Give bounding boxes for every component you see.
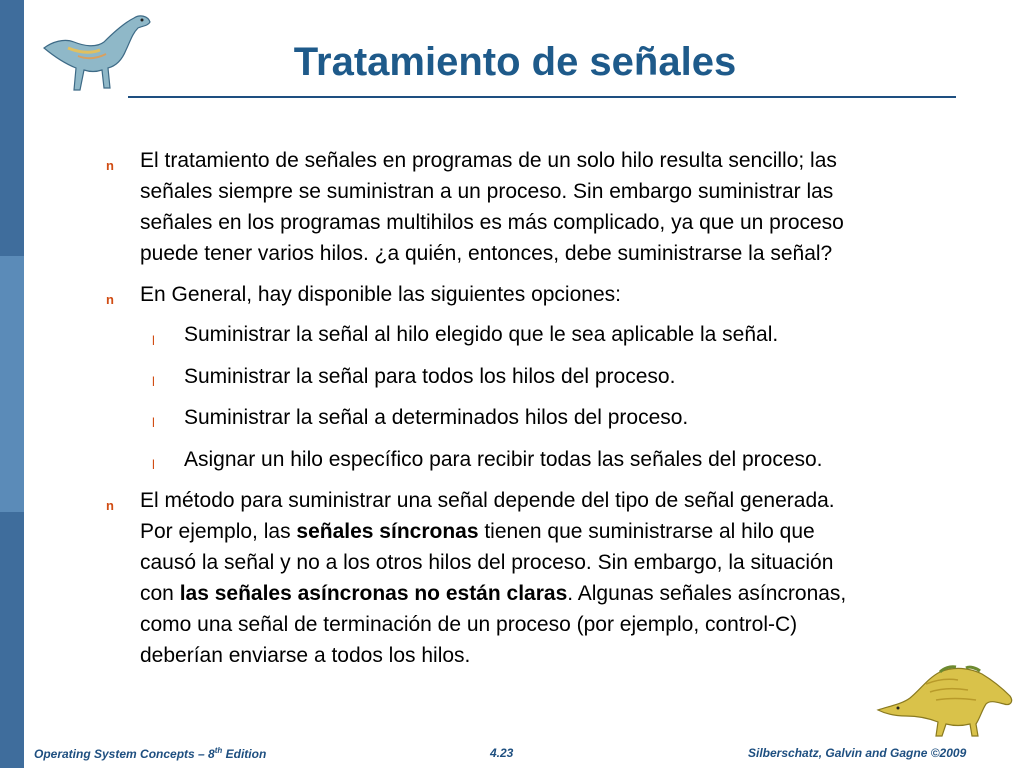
bullet-marker: n [106,158,114,173]
sub-bullet-marker: l [152,374,155,389]
dinosaur-logo-icon [870,658,1018,740]
bullet-3-line-6: deberían enviarse a todos los hilos. [140,644,471,667]
slide-title: Tratamiento de señales [293,40,737,84]
bullet-3-line-5: como una señal de terminación de un proceso (por ejemplo, control-C) [140,613,798,636]
footer-page-number: 4.23 [490,746,514,760]
bullet-3-line-2: Por ejemplo, las señales síncronas tienen que suministrarse al hilo que [140,520,815,543]
sub-bullet-marker: l [152,457,155,472]
side-bar-segment [0,256,24,512]
sub-bullet-4: Asignar un hilo específico para recibir todas las señales del proceso. [184,448,823,471]
footer-book-title: Operating System Concepts – 8th Edition [34,746,267,761]
side-bar-segment [0,0,24,256]
emphasis-sync-signals: señales síncronas [296,520,479,543]
bullet-1-line-1: El tratamiento de señales en programas de un solo hilo resulta sencillo; las [140,149,837,172]
bullet-1-line-3: señales en los programas multihilos es más complicado, ya que un proceso [140,211,844,234]
sub-bullet-marker: l [152,333,155,348]
bullet-2-line-1: En General, hay disponible las siguientes opciones: [140,283,621,306]
sub-bullet-3: Suministrar la señal a determinados hilos del proceso. [184,406,689,429]
dinosaur-logo-icon [38,8,156,96]
bullet-3-line-1: El método para suministrar una señal depende del tipo de señal generada. [140,489,835,512]
bullet-marker: n [106,292,114,307]
bullet-marker: n [106,498,114,513]
side-color-bar [0,0,24,768]
side-bar-segment [0,512,24,768]
sub-bullet-marker: l [152,415,155,430]
footer-authors: Silberschatz, Galvin and Gagne ©2009 [748,746,967,760]
bullet-3-line-4: con las señales asíncronas no están claras. Algunas señales asíncronas, [140,582,847,605]
sub-bullet-2: Suministrar la señal para todos los hilos del proceso. [184,365,676,388]
bullet-1-line-4: puede tener varios hilos. ¿a quién, entonces, debe suministrarse la señal? [140,242,833,265]
emphasis-async-signals: las señales asíncronas no están claras [179,582,568,605]
bullet-3-line-3: causó la señal y no a los otros hilos del proceso. Sin embargo, la situación [140,551,834,574]
title-underline [128,96,956,98]
sub-bullet-1: Suministrar la señal al hilo elegido que le sea aplicable la señal. [184,323,779,346]
bullet-1-line-2: señales siempre se suministran a un proceso. Sin embargo suministrar las [140,180,834,203]
